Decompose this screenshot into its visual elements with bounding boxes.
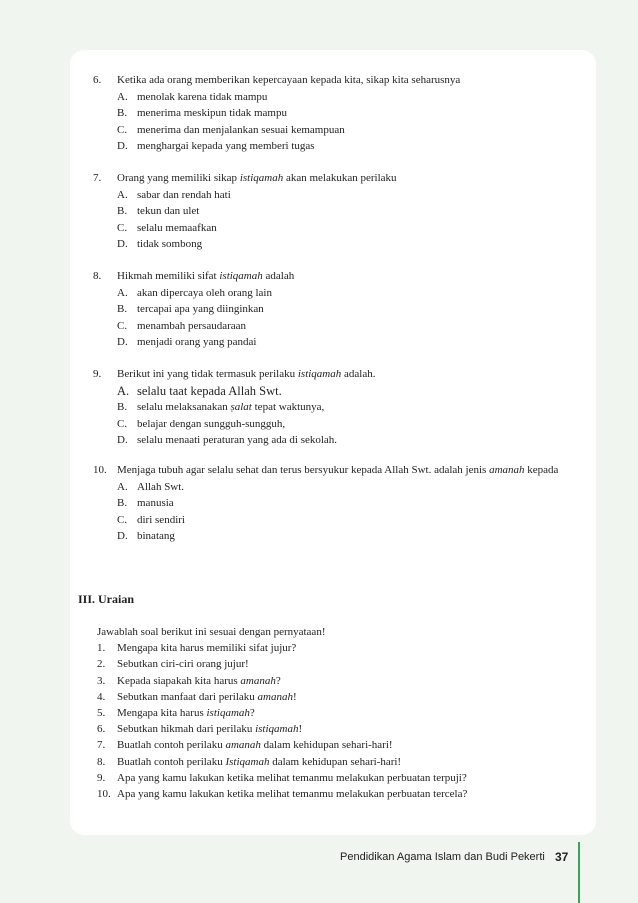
question-stem xyxy=(93,72,573,89)
option-text xyxy=(137,495,174,512)
essay-number: 2. xyxy=(97,658,106,671)
answer-option xyxy=(93,318,573,335)
text-run: akan dipercaya oleh orang lain xyxy=(137,286,272,299)
answer-option xyxy=(93,236,573,253)
essay-number: 6. xyxy=(97,723,106,736)
answer-option xyxy=(93,399,573,416)
text-run: Hikmah memiliki sifat xyxy=(117,270,220,282)
essay-question xyxy=(97,705,577,721)
answer-option xyxy=(93,528,573,545)
answer-option xyxy=(93,301,573,318)
option-letter: C. xyxy=(117,123,128,136)
text-run: Mengapa kita harus xyxy=(117,707,207,720)
question-stem xyxy=(93,462,573,479)
option-text xyxy=(137,479,184,496)
text-run: selalu melaksanakan xyxy=(137,401,231,413)
italic-term: amanah xyxy=(240,674,276,687)
answer-option xyxy=(93,187,573,204)
text-run: kepada xyxy=(524,464,559,476)
answer-option xyxy=(93,512,573,529)
essay-text xyxy=(117,640,296,656)
text-run: ? xyxy=(275,674,281,687)
question-number: 10. xyxy=(93,464,107,476)
essay-text xyxy=(117,705,255,721)
text-run: Ketika ada orang memberikan kepercayaan kepada kita, sikap kita seharusnya xyxy=(117,74,461,86)
essay-number: 7. xyxy=(97,739,106,752)
text-run: Apa yang kamu lakukan ketika melihat temanmu melakukan perbuatan tercela? xyxy=(117,788,468,801)
text-run: Berikut ini yang tidak termasuk perilaku xyxy=(117,368,298,380)
footer-book-title: Pendidikan Agama Islam dan Budi Pekerti xyxy=(340,851,545,863)
question-item xyxy=(93,268,573,351)
text-run: Menjaga tubuh agar selalu sehat dan terus bersyukur kepada Allah Swt. adalah jenis xyxy=(117,464,490,476)
option-text xyxy=(137,528,175,545)
option-text xyxy=(137,301,264,318)
question-item xyxy=(93,462,573,545)
italic-term: istiqamah xyxy=(255,723,299,736)
essay-number: 1. xyxy=(97,642,106,655)
text-run: menerima dan menjalankan sesuai kemampuan xyxy=(137,123,345,136)
question-number: 8. xyxy=(93,270,102,282)
section-title: Uraian xyxy=(98,592,135,606)
text-run: Sebutkan ciri-ciri orang jujur! xyxy=(117,658,249,671)
italic-term: amanah xyxy=(225,739,261,752)
text-run: belajar dengan sungguh-sungguh, xyxy=(137,417,286,430)
option-text xyxy=(137,187,231,204)
option-text xyxy=(137,105,287,122)
text-run: adalah xyxy=(262,270,295,282)
essay-text xyxy=(117,754,401,770)
text-run: akan melakukan perilaku xyxy=(283,172,397,184)
text-run: selalu memaafkan xyxy=(137,221,217,234)
text-run: Apa yang kamu lakukan ketika melihat temanmu melakukan perbuatan terpuji? xyxy=(117,771,467,784)
text-run: selalu menaati peraturan yang ada di sekolah. xyxy=(137,434,338,446)
option-letter: C. xyxy=(117,319,128,332)
text-run: diri sendiri xyxy=(137,513,185,526)
question-item xyxy=(93,72,573,155)
text-run: menjadi orang yang pandai xyxy=(137,336,257,348)
footer-divider xyxy=(578,842,580,903)
italic-term: amanah xyxy=(257,690,293,703)
question-text xyxy=(117,268,573,285)
italic-term: istiqamah xyxy=(297,368,342,380)
essay-question xyxy=(97,786,577,802)
answer-option xyxy=(93,495,573,512)
italic-term: Istiqamah xyxy=(225,755,270,768)
section-heading xyxy=(78,592,134,607)
answer-option xyxy=(93,383,573,400)
text-run: menolak karena tidak mampu xyxy=(137,90,268,103)
option-text xyxy=(137,383,282,400)
option-letter: D. xyxy=(117,238,128,250)
essay-question xyxy=(97,640,577,656)
option-letter: A. xyxy=(117,286,128,299)
essay-text xyxy=(117,770,467,786)
option-text xyxy=(137,318,246,335)
text-run: Orang yang memiliki sikap xyxy=(117,172,240,184)
option-letter: B. xyxy=(117,497,128,509)
essay-text xyxy=(117,721,302,737)
option-letter: B. xyxy=(117,107,128,119)
section-number: III. xyxy=(78,592,96,606)
question-stem xyxy=(93,268,573,285)
text-run: menghargai kepada yang memberi tugas xyxy=(137,140,315,152)
text-run: selalu taat kepada Allah Swt. xyxy=(137,383,282,398)
question-text xyxy=(117,366,573,383)
essay-question xyxy=(97,770,577,786)
text-run: binatang xyxy=(137,530,175,542)
option-letter: A. xyxy=(117,188,128,201)
option-letter: C. xyxy=(117,513,128,526)
page-number: 37 xyxy=(555,850,569,864)
text-run: ! xyxy=(298,723,303,736)
option-letter: D. xyxy=(117,434,128,446)
text-run: Allah Swt. xyxy=(137,480,185,493)
option-text xyxy=(137,512,185,529)
option-letter: D. xyxy=(117,140,128,152)
option-letter: A. xyxy=(117,383,130,398)
option-text xyxy=(137,138,315,155)
answer-option xyxy=(93,122,573,139)
text-run: tekun dan ulet xyxy=(137,205,200,217)
essay-text xyxy=(117,656,249,672)
text-run: menambah persaudaraan xyxy=(137,319,247,332)
text-run: manusia xyxy=(137,497,174,509)
option-letter: B. xyxy=(117,401,128,413)
text-run: tercapai apa yang diinginkan xyxy=(137,303,264,315)
italic-term: istiqamah xyxy=(239,172,284,184)
option-letter: A. xyxy=(117,90,128,103)
answer-option xyxy=(93,89,573,106)
option-letter: D. xyxy=(117,336,128,348)
option-text xyxy=(137,122,345,139)
answer-option xyxy=(93,220,573,237)
text-run: sabar dan rendah hati xyxy=(137,188,231,201)
essay-number: 8. xyxy=(97,755,106,768)
essay-section xyxy=(97,624,577,802)
option-letter: A. xyxy=(117,480,128,493)
essay-text xyxy=(117,689,297,705)
text-run: Buatlah contoh perilaku xyxy=(117,755,226,768)
option-text xyxy=(137,416,285,433)
option-text xyxy=(137,89,267,106)
text-run: menerima meskipun tidak mampu xyxy=(137,107,287,119)
text-run: ? xyxy=(249,707,255,720)
essay-instruction: Jawablah soal berikut ini sesuai dengan pernyataan! xyxy=(97,626,326,638)
text-run: tepat waktunya, xyxy=(251,401,325,413)
option-text xyxy=(137,285,272,302)
text-run: Sebutkan hikmah dari perilaku xyxy=(117,723,256,736)
essay-list xyxy=(97,640,577,802)
answer-option xyxy=(93,285,573,302)
text-run: Buatlah contoh perilaku xyxy=(117,739,226,752)
text-run: Kepada siapakah kita harus xyxy=(117,674,241,687)
text-run: Mengapa kita harus memiliki sifat jujur? xyxy=(117,642,297,655)
option-text xyxy=(137,220,217,237)
answer-option xyxy=(93,432,573,449)
option-text xyxy=(137,203,199,220)
essay-question xyxy=(97,656,577,672)
italic-term: amanah xyxy=(489,464,525,476)
essay-question xyxy=(97,673,577,689)
text-run: dalam kehidupan sehari-hari! xyxy=(260,739,393,752)
question-text xyxy=(117,462,573,479)
question-number: 7. xyxy=(93,172,102,184)
option-letter: B. xyxy=(117,303,128,315)
answer-option xyxy=(93,203,573,220)
option-text xyxy=(137,432,337,449)
answer-option xyxy=(93,416,573,433)
essay-number: 5. xyxy=(97,707,106,720)
question-item xyxy=(93,366,573,449)
text-run: adalah. xyxy=(341,368,376,380)
answer-option xyxy=(93,138,573,155)
essay-question xyxy=(97,689,577,705)
text-run: ! xyxy=(292,690,297,703)
essay-question xyxy=(97,754,577,770)
question-stem xyxy=(93,170,573,187)
question-stem xyxy=(93,366,573,383)
option-text xyxy=(137,334,256,351)
option-text xyxy=(137,236,202,253)
answer-option xyxy=(93,334,573,351)
essay-question xyxy=(97,737,577,753)
text-run: tidak sombong xyxy=(137,238,203,250)
italic-term: istiqamah xyxy=(206,707,250,720)
essay-number: 4. xyxy=(97,690,106,703)
italic-term: istiqamah xyxy=(219,270,263,282)
italic-term: ṣalat xyxy=(230,401,252,413)
essay-text xyxy=(117,673,281,689)
essay-text xyxy=(117,737,393,753)
answer-option xyxy=(93,105,573,122)
essay-number: 10. xyxy=(97,788,111,801)
option-letter: C. xyxy=(117,221,128,234)
option-letter: C. xyxy=(117,417,128,430)
text-run: dalam kehidupan sehari-hari! xyxy=(269,755,402,768)
question-number: 6. xyxy=(93,74,102,86)
text-run: Sebutkan manfaat dari perilaku xyxy=(117,690,258,703)
essay-text xyxy=(117,786,467,802)
answer-option xyxy=(93,479,573,496)
essay-question xyxy=(97,721,577,737)
option-letter: D. xyxy=(117,530,128,542)
question-text xyxy=(117,72,573,89)
essay-number: 3. xyxy=(97,674,106,687)
question-item xyxy=(93,170,573,253)
option-text xyxy=(137,399,324,416)
question-text xyxy=(117,170,573,187)
question-number: 9. xyxy=(93,368,102,380)
essay-number: 9. xyxy=(97,771,106,784)
option-letter: B. xyxy=(117,205,128,217)
